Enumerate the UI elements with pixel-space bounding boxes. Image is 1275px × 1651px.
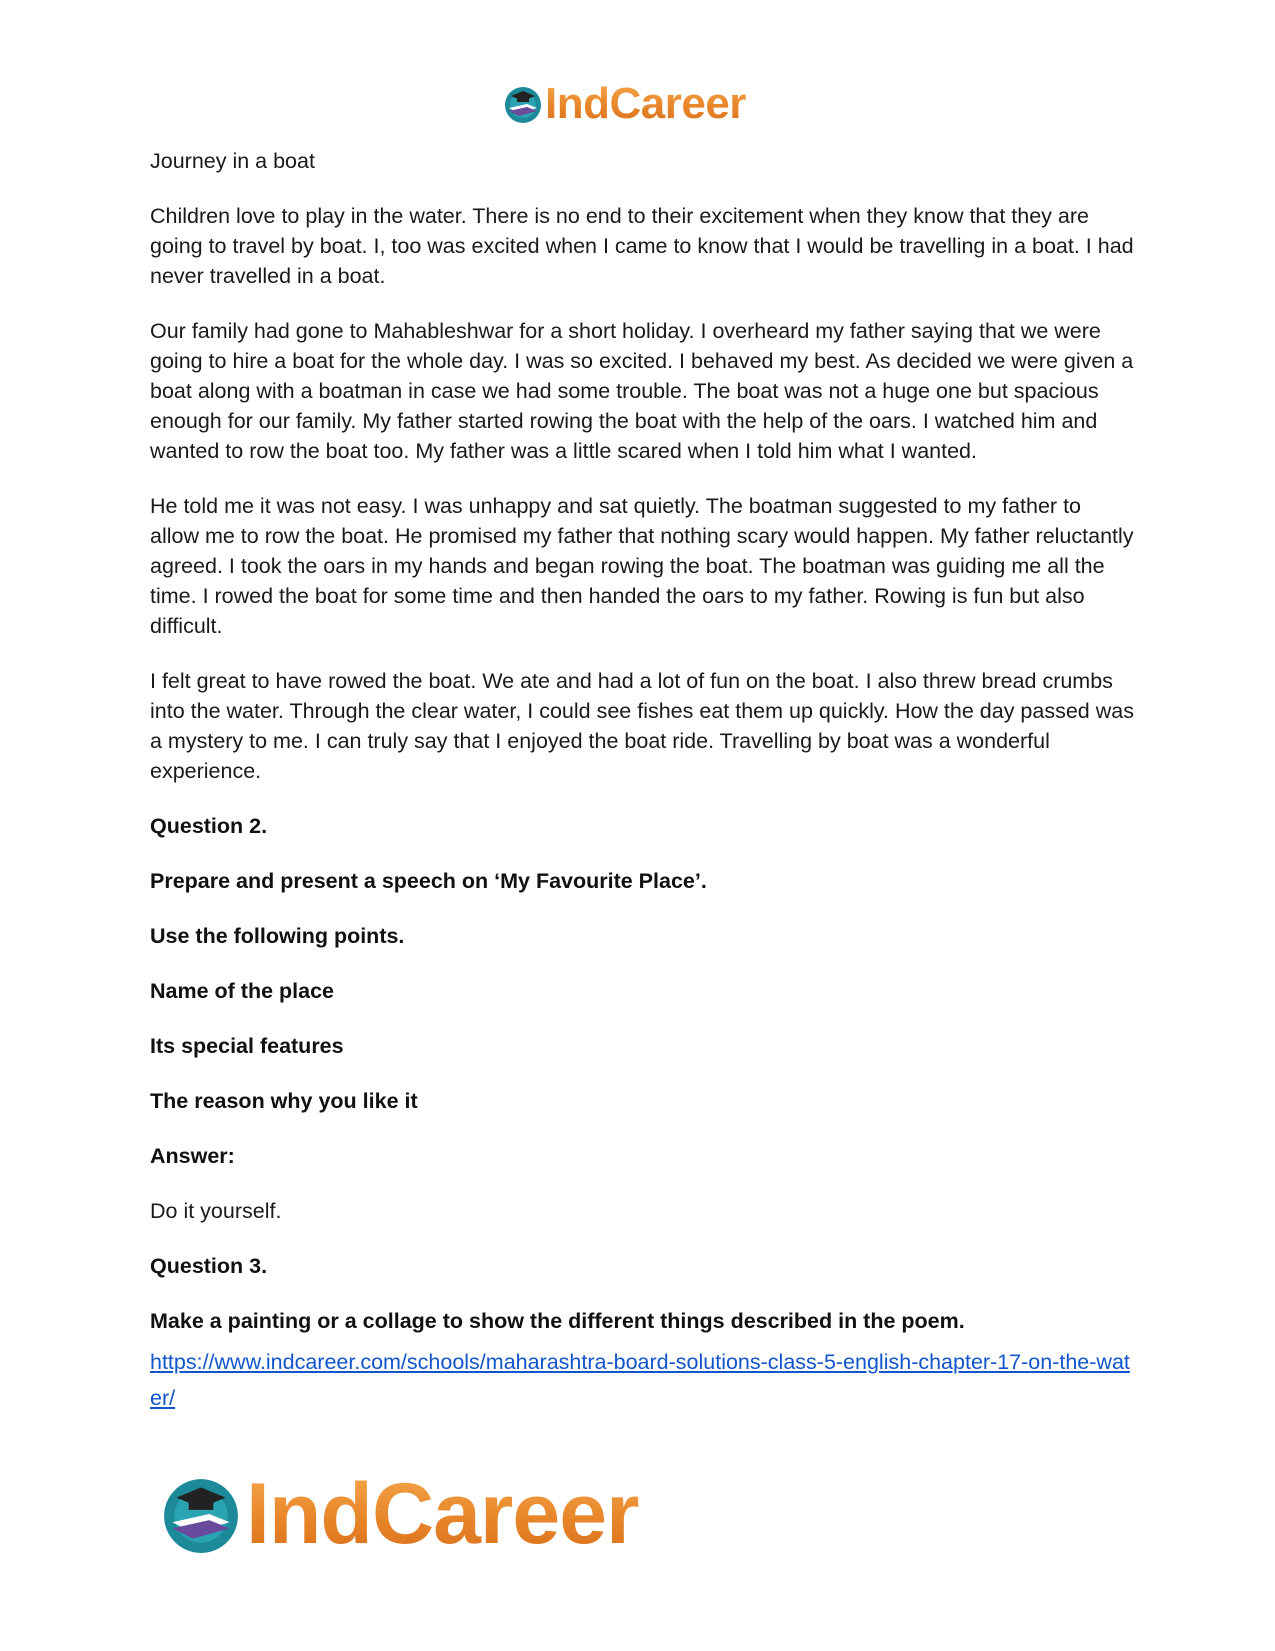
paragraph-2: Our family had gone to Mahableshwar for a short holiday. I overheard my father saying that we were going to hire a boat for the whole day. I was so excited. I behaved my best. As decided we were given a boat along with a boatman in case we had some trouble. The boat was not a huge one but spacious enough for our family. My father started rowing the boat with the help of the oars. I watched him and wanted to row the boat too. My father was a little scared when I told him what I wanted. bbox=[150, 319, 1134, 463]
point-3: The reason why you like it bbox=[150, 1089, 418, 1113]
paragraph-3: He told me it was not easy. I was unhappy and sat quietly. The boatman suggested to my father to allow me to row the boat. He promised my father that nothing scary would happen. My father reluctantly agreed. I took the oars in my hands and began rowing the boat. The boatman was guiding me all the time. I rowed the boat for some time and then handed the oars to my father. Rowing is fun but also difficult. bbox=[150, 494, 1134, 638]
document-body bbox=[150, 146, 1135, 1416]
question-2-prompt: Prepare and present a speech on ‘My Favourite Place’. bbox=[150, 869, 707, 893]
source-link[interactable]: https://www.indcareer.com/schools/maharashtra-board-solutions-class-5-english-chapter-17-on-the-water/ bbox=[150, 1350, 1130, 1410]
question-2-instruction: Use the following points. bbox=[150, 924, 405, 948]
graduation-book-icon bbox=[503, 84, 543, 124]
paragraph-1: Children love to play in the water. There is no end to their excitement when they know that they are going to travel by boat. I, too was excited when I came to know that I would be travelling in a boat. I had never travelled in a boat. bbox=[150, 204, 1134, 288]
question-3-label: Question 3. bbox=[150, 1254, 268, 1278]
document-title: Journey in a boat bbox=[150, 149, 315, 173]
question-2-label: Question 2. bbox=[150, 814, 268, 838]
point-1: Name of the place bbox=[150, 979, 334, 1003]
point-2: Its special features bbox=[150, 1034, 344, 1058]
header-logo bbox=[503, 80, 746, 128]
paragraph-4: I felt great to have rowed the boat. We ate and had a lot of fun on the boat. I also threw bread crumbs into the water. Through the clear water, I could see fishes eat them up quickly. How the day passed was a mystery to me. I can truly say that I enjoyed the boat ride. Travelling by boat was a wonderful experience. bbox=[150, 669, 1134, 783]
answer-text: Do it yourself. bbox=[150, 1199, 282, 1223]
answer-label: Answer: bbox=[150, 1144, 235, 1168]
question-3-prompt: Make a painting or a collage to show the different things described in the poem. bbox=[150, 1309, 965, 1333]
footer-logo bbox=[160, 1466, 639, 1562]
header-logo-text: IndCareer bbox=[545, 79, 746, 128]
footer-logo-text: IndCareer bbox=[246, 1466, 639, 1562]
graduation-book-icon bbox=[160, 1473, 242, 1555]
